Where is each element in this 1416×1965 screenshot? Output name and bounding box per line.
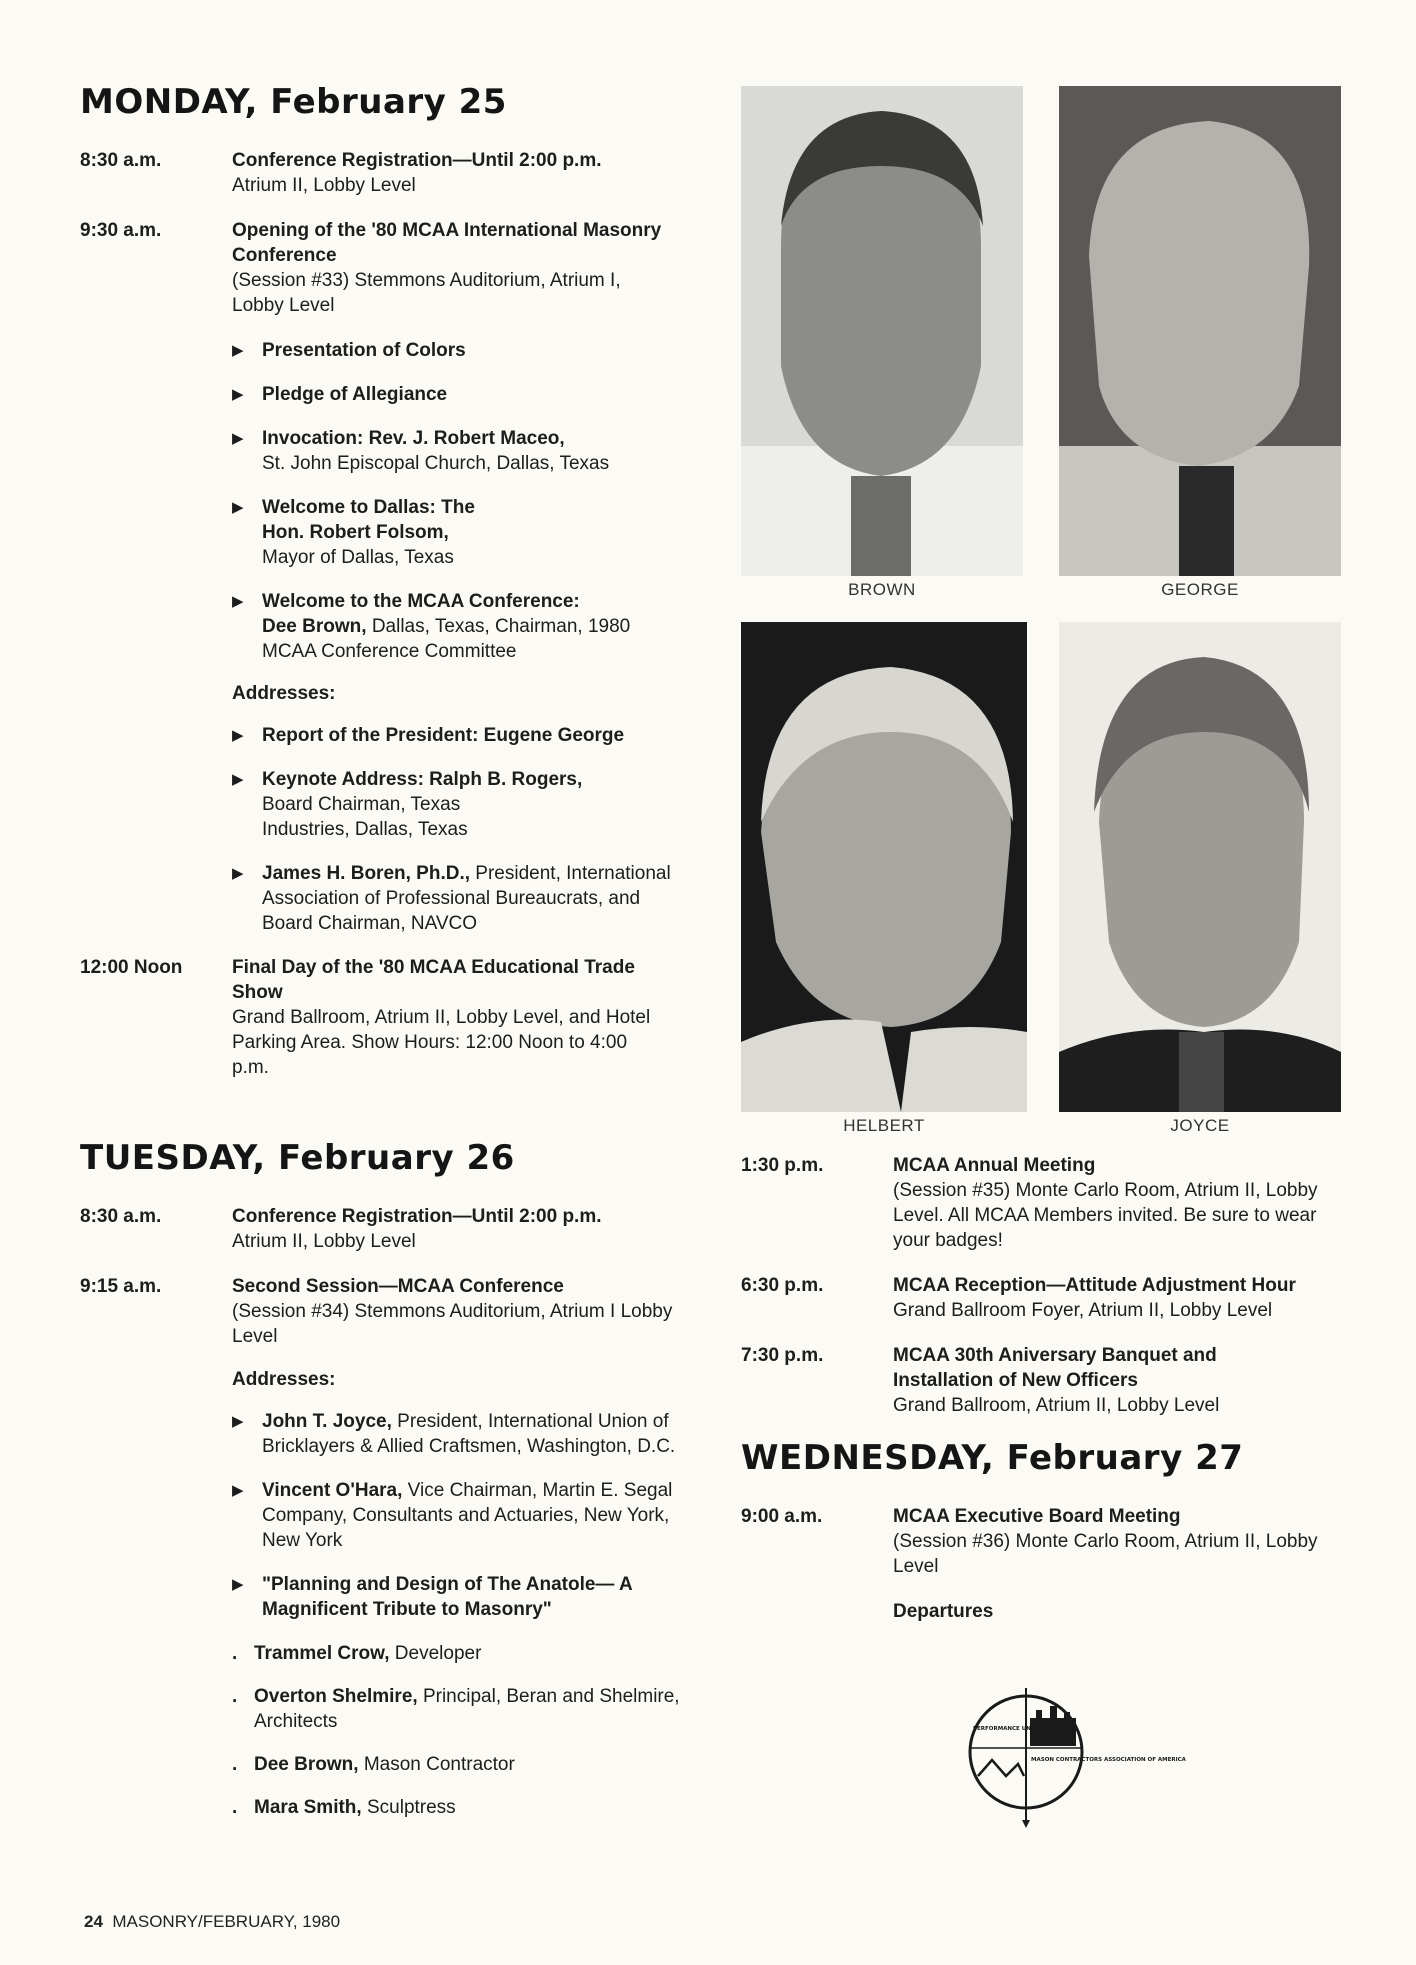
schedule-entry: [741, 1273, 1351, 1323]
list-item: ▶ Presentation of Colors: [232, 340, 466, 361]
arrow-icon: ▶: [232, 430, 244, 447]
photo-brown: [741, 86, 1023, 576]
entry-time: 9:30 a.m.: [80, 220, 162, 241]
entry-time: 9:15 a.m.: [80, 1276, 162, 1297]
entry-location: Grand Ballroom, Atrium II, Lobby Level, and Hotel Parking Area. Show Hours: 12:00 Noon to 4:00 p.m.: [232, 1007, 651, 1078]
list-item: ▶ "Planning and Design of The Anatole— A Magnificent Tribute to Masonry": [232, 1574, 633, 1620]
entry-time: 9:00 a.m.: [741, 1506, 823, 1527]
entry-location: (Session #35) Monte Carlo Room, Atrium II, Lobby Level. All MCAA Members invited. Be sure to wear your badges!: [893, 1180, 1318, 1251]
list-item: ▶ Keynote Address: Ralph B. Rogers, Board Chairman, Texas Industries, Dallas, Texas: [232, 769, 583, 840]
list-item: ▶ Welcome to the MCAA Conference: Dee Brown, Dallas, Texas, Chairman, 1980 MCAA Conference Committee: [232, 591, 631, 662]
entry-time: 8:30 a.m.: [80, 1206, 162, 1227]
photo-george: [1059, 86, 1341, 576]
schedule-entry: [80, 1204, 710, 1254]
entry-location: Atrium II, Lobby Level: [232, 1231, 416, 1252]
mcaa-logo: [956, 1680, 1186, 1835]
arrow-icon: ▶: [232, 1576, 244, 1593]
bullet-icon: .: [232, 1797, 238, 1818]
entry-time: 7:30 p.m.: [741, 1345, 824, 1366]
departures-label: Departures: [893, 1601, 994, 1622]
logo-left-text: PERFORMANCE UNEQUALED: [973, 1726, 1060, 1732]
entry-title: Final Day of the '80 MCAA Educational Trade Show: [232, 957, 635, 1003]
arrow-icon: ▶: [232, 593, 244, 610]
entry-title: Conference Registration—Until 2:00 p.m.: [232, 150, 602, 171]
right-column: [741, 1153, 1351, 1644]
mcaa-seal-icon: [956, 1680, 1186, 1830]
bullet-icon: .: [232, 1686, 238, 1707]
entry-location: (Session #34) Stemmons Auditorium, Atrium I Lobby Level: [232, 1301, 673, 1347]
logo-right-text: MASON CONTRACTORS ASSOCIATION OF AMERICA: [1031, 1757, 1186, 1763]
list-item: . Overton Shelmire, Principal, Beran and Shelmire, Architects: [232, 1686, 680, 1732]
entry-time: 6:30 p.m.: [741, 1275, 824, 1296]
wednesday-heading: WEDNESDAY, February 27: [741, 1438, 1244, 1478]
list-item: ▶ Report of the President: Eugene George: [232, 725, 625, 746]
list-item: ▶ Welcome to Dallas: The Hon. Robert Folsom, Mayor of Dallas, Texas: [232, 497, 475, 568]
arrow-icon: ▶: [232, 865, 244, 882]
entry-title: Second Session—MCAA Conference: [232, 1276, 564, 1297]
list-item: ▶ Pledge of Allegiance: [232, 384, 448, 405]
list-item: . Trammel Crow, Developer: [232, 1643, 482, 1664]
portrait-joyce: [1059, 622, 1341, 1112]
page-footer: [84, 1912, 340, 1932]
schedule-entry: [741, 1343, 1351, 1418]
arrow-icon: ▶: [232, 386, 244, 403]
portrait-helbert: [741, 622, 1027, 1112]
entry-location: Atrium II, Lobby Level: [232, 175, 416, 196]
schedule-entry: [80, 218, 710, 318]
schedule-entry: [741, 1504, 1351, 1624]
addresses-label: Addresses:: [232, 1369, 336, 1390]
bullet-icon: .: [232, 1643, 238, 1664]
arrow-icon: ▶: [232, 771, 244, 788]
portrait-brown: [741, 86, 1023, 576]
arrow-icon: ▶: [232, 1482, 244, 1499]
schedule-entry: [80, 1274, 710, 1349]
list-item: ▶ Vincent O'Hara, Vice Chairman, Martin E. Segal Company, Consultants and Actuaries, New York, New York: [232, 1480, 673, 1551]
publication-line: MASONRY/FEBRUARY, 1980: [112, 1912, 341, 1931]
schedule-entry: [80, 148, 710, 198]
addresses-label: Addresses:: [232, 683, 336, 704]
list-item: . Mara Smith, Sculptress: [232, 1797, 456, 1818]
entry-title: Opening of the '80 MCAA International Masonry Conference: [232, 220, 662, 266]
caption-brown: BROWN: [848, 580, 916, 599]
entry-title: Conference Registration—Until 2:00 p.m.: [232, 1206, 602, 1227]
entry-title: MCAA Reception—Attitude Adjustment Hour: [893, 1275, 1296, 1296]
photo-helbert: [741, 622, 1027, 1112]
photo-joyce: [1059, 622, 1341, 1112]
list-item: ▶ James H. Boren, Ph.D., President, International Association of Professional Bureaucrats, and Board Chairman, NAVCO: [232, 863, 671, 934]
entry-title: MCAA Executive Board Meeting: [893, 1506, 1181, 1527]
entry-title: MCAA 30th Aniversary Banquet and Installation of New Officers: [893, 1345, 1217, 1391]
caption-george: GEORGE: [1161, 580, 1239, 599]
left-column: [80, 82, 710, 1838]
entry-location: Grand Ballroom, Atrium II, Lobby Level: [893, 1395, 1220, 1416]
portrait-george: [1059, 86, 1341, 576]
entry-location: (Session #36) Monte Carlo Room, Atrium II, Lobby Level: [893, 1531, 1318, 1577]
monday-heading: MONDAY, February 25: [80, 82, 507, 122]
entry-location: Grand Ballroom Foyer, Atrium II, Lobby Level: [893, 1300, 1273, 1321]
entry-time: 1:30 p.m.: [741, 1155, 824, 1176]
caption-helbert: HELBERT: [843, 1116, 925, 1135]
arrow-icon: ▶: [232, 1413, 244, 1430]
list-item: ▶ Invocation: Rev. J. Robert Maceo, St. John Episcopal Church, Dallas, Texas: [232, 428, 610, 474]
list-item: ▶ John T. Joyce, President, International Union of Bricklayers & Allied Craftsmen, Washington, D.C.: [232, 1411, 676, 1457]
page-number: 24: [84, 1912, 103, 1931]
arrow-icon: ▶: [232, 342, 244, 359]
schedule-entry: [80, 955, 710, 1080]
list-item: . Dee Brown, Mason Contractor: [232, 1754, 515, 1775]
bullet-icon: .: [232, 1754, 238, 1775]
entry-title: MCAA Annual Meeting: [893, 1155, 1096, 1176]
schedule-entry: [741, 1153, 1351, 1253]
arrow-icon: ▶: [232, 499, 244, 516]
entry-time: 12:00 Noon: [80, 957, 183, 978]
caption-joyce: JOYCE: [1170, 1116, 1230, 1135]
entry-location: (Session #33) Stemmons Auditorium, Atrium I, Lobby Level: [232, 270, 621, 316]
second-session-program: [232, 1369, 710, 1820]
arrow-icon: ▶: [232, 727, 244, 744]
tuesday-heading: TUESDAY, February 26: [80, 1138, 515, 1178]
entry-time: 8:30 a.m.: [80, 150, 162, 171]
opening-program: [232, 338, 710, 936]
